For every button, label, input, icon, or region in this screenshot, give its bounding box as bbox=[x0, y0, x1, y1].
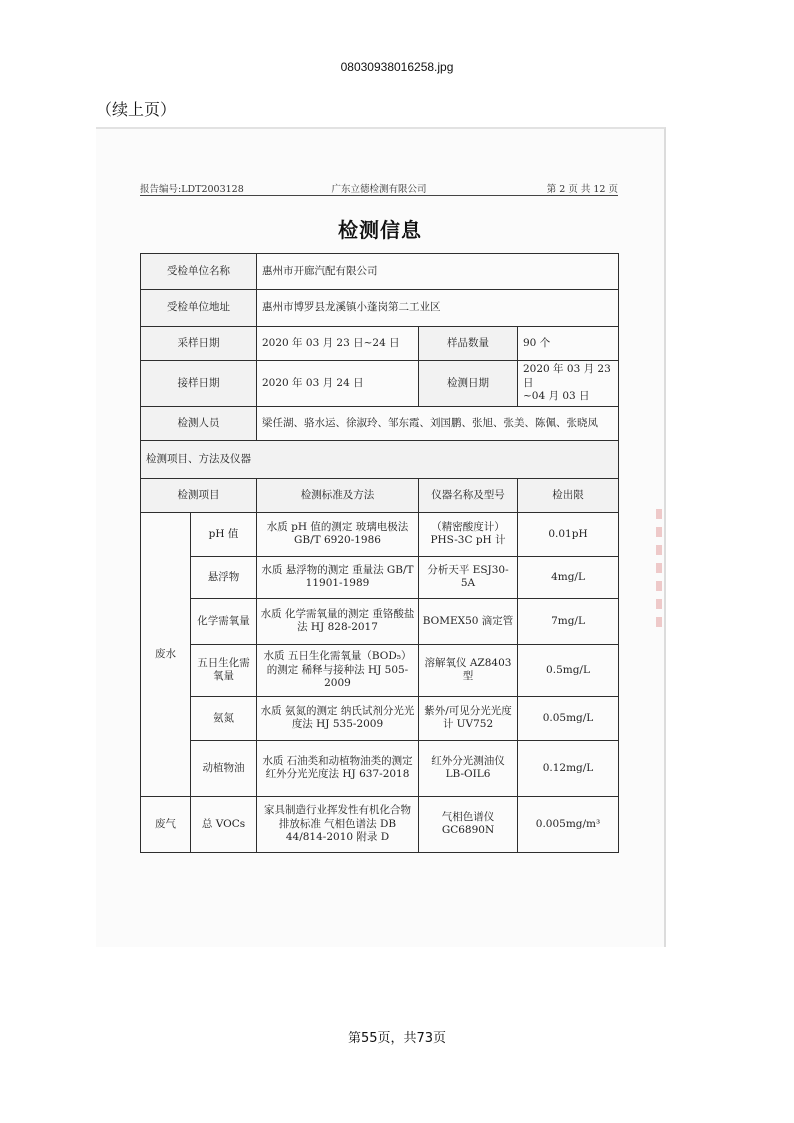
table-row bbox=[141, 556, 619, 598]
exhaust-label: 废气 bbox=[141, 796, 191, 852]
table-row bbox=[141, 512, 619, 556]
item-instrument: 气相色谱仪 GC6890N bbox=[419, 796, 518, 852]
sampling-date: 2020 年 03 月 23 日~24 日 bbox=[257, 327, 419, 361]
client-name: 惠州市开廊汽配有限公司 bbox=[257, 254, 619, 290]
item-instrument: BOMEX50 滴定管 bbox=[419, 598, 518, 644]
section-label: 检测项目、方法及仪器 bbox=[141, 440, 619, 478]
report-title: 检测信息 bbox=[338, 218, 422, 242]
test-date bbox=[518, 361, 619, 407]
item-method: 水质 五日生化需氧量（BOD₅）的测定 稀释与接种法 HJ 505-2009 bbox=[257, 644, 419, 696]
receive-date: 2020 年 03 月 24 日 bbox=[257, 361, 419, 407]
page-number: 第55页，共73页 bbox=[347, 1031, 447, 1046]
receive-date-label: 接样日期 bbox=[141, 361, 257, 407]
item-instrument: 紫外/可见分光光度计 UV752 bbox=[419, 696, 518, 740]
client-address-label: 受检单位地址 bbox=[141, 290, 257, 327]
personnel: 梁任湖、骆水运、徐淑玲、邹东霞、刘国鹏、张旭、张美、陈佩、张晓凤 bbox=[257, 406, 619, 440]
item-method: 水质 悬浮物的测定 重量法 GB/T 11901-1989 bbox=[257, 556, 419, 598]
item-method: 水质 化学需氧量的测定 重铬酸盐法 HJ 828-2017 bbox=[257, 598, 419, 644]
table-row bbox=[141, 740, 619, 796]
col-header-limit: 检出限 bbox=[518, 478, 619, 512]
report-company: 广东立德检测有限公司 bbox=[331, 184, 427, 195]
col-header-item: 检测项目 bbox=[141, 478, 257, 512]
table-row bbox=[141, 796, 619, 852]
item-method: 水质 氨氮的测定 纳氏试剂分光光度法 HJ 535-2009 bbox=[257, 696, 419, 740]
item-limit: 0.05mg/L bbox=[518, 696, 619, 740]
item-method: 家具制造行业挥发性有机化合物排放标准 气相色谱法 DB 44/814-2010 附录 D bbox=[257, 796, 419, 852]
item-instrument: 溶解氧仪 AZ8403 型 bbox=[419, 644, 518, 696]
item-method: 水质 pH 值的测定 玻璃电极法 GB/T 6920-1986 bbox=[257, 512, 419, 556]
item-name: 氨氮 bbox=[191, 696, 257, 740]
continued-label: （续上页） bbox=[96, 100, 177, 119]
item-instrument: 红外分光测油仪 LB-OIL6 bbox=[419, 740, 518, 796]
test-date-line2: ~04 月 03 日 bbox=[523, 390, 590, 403]
report-number: 报告编号:LDT2003128 bbox=[140, 184, 244, 195]
personnel-label: 检测人员 bbox=[141, 406, 257, 440]
table-row bbox=[141, 440, 619, 478]
client-address: 惠州市博罗县龙溪镇小蓬岗第二工业区 bbox=[257, 290, 619, 327]
item-method: 水质 石油类和动植物油类的测定 红外分光光度法 HJ 637-2018 bbox=[257, 740, 419, 796]
file-name: 08030938016258.jpg bbox=[340, 60, 454, 74]
table-row bbox=[141, 696, 619, 740]
item-limit: 0.005mg/m³ bbox=[518, 796, 619, 852]
sampling-date-label: 采样日期 bbox=[141, 327, 257, 361]
item-limit: 0.5mg/L bbox=[518, 644, 619, 696]
item-instrument: 分析天平 ESJ30-5A bbox=[419, 556, 518, 598]
seal-stamp-edge bbox=[656, 509, 662, 629]
col-header-instrument: 仪器名称及型号 bbox=[419, 478, 518, 512]
table-row bbox=[141, 406, 619, 440]
table-header-row bbox=[141, 478, 619, 512]
table-row bbox=[141, 644, 619, 696]
item-name: pH 值 bbox=[191, 512, 257, 556]
test-info-table bbox=[140, 253, 619, 853]
table-row bbox=[141, 361, 619, 407]
test-date-label: 检测日期 bbox=[419, 361, 518, 407]
client-name-label: 受检单位名称 bbox=[141, 254, 257, 290]
report-header bbox=[140, 181, 618, 196]
table-row bbox=[141, 290, 619, 327]
scanned-report-page bbox=[96, 127, 666, 947]
item-limit: 0.12mg/L bbox=[518, 740, 619, 796]
item-name: 化学需氧量 bbox=[191, 598, 257, 644]
item-name: 总 VOCs bbox=[191, 796, 257, 852]
item-limit: 4mg/L bbox=[518, 556, 619, 598]
col-header-method: 检测标准及方法 bbox=[257, 478, 419, 512]
item-name: 五日生化需氧量 bbox=[191, 644, 257, 696]
item-name: 悬浮物 bbox=[191, 556, 257, 598]
table-row bbox=[141, 598, 619, 644]
table-row bbox=[141, 327, 619, 361]
item-limit: 0.01pH bbox=[518, 512, 619, 556]
table-row bbox=[141, 254, 619, 290]
wastewater-label: 废水 bbox=[141, 512, 191, 796]
item-instrument: （精密酸度计）PHS-3C pH 计 bbox=[419, 512, 518, 556]
sample-qty: 90 个 bbox=[518, 327, 619, 361]
report-page: 第 2 页 共 12 页 bbox=[546, 184, 618, 195]
item-limit: 7mg/L bbox=[518, 598, 619, 644]
sample-qty-label: 样品数量 bbox=[419, 327, 518, 361]
test-date-line1: 2020 年 03 月 23 日 bbox=[523, 363, 611, 389]
item-name: 动植物油 bbox=[191, 740, 257, 796]
